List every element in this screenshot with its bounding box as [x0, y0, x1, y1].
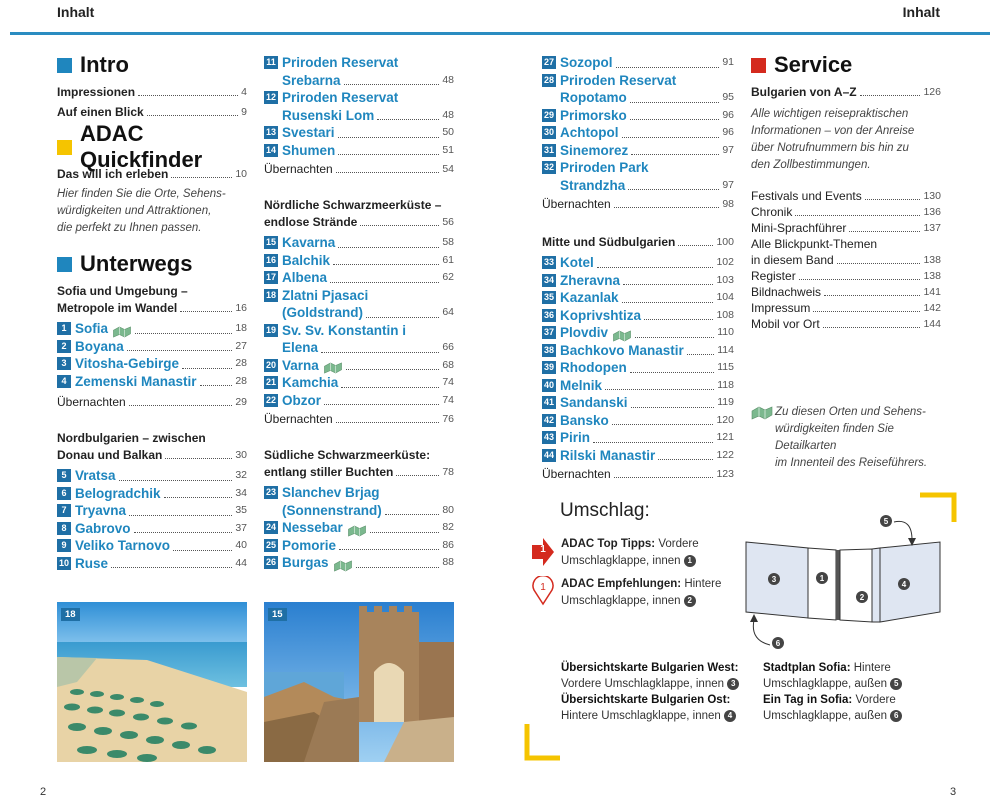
- place-entry[interactable]: [542, 142, 734, 160]
- umschlag-ost: Übersichtskarte Bulgarien Ost: Hintere Umschlagklappe, innen 4: [561, 692, 736, 724]
- toc-row[interactable]: entlang stiller Buchten 78: [264, 465, 454, 479]
- page-number: 58: [442, 236, 454, 248]
- place-name: Kavarna: [282, 235, 336, 250]
- photo-fortress: [264, 602, 454, 762]
- place-name: Melnik: [560, 377, 603, 393]
- place-name: Rhodopen: [560, 360, 627, 375]
- page-number: 96: [722, 108, 734, 121]
- toc-column-4: [751, 50, 941, 472]
- page-number: 51: [442, 143, 454, 156]
- place-name: Plovdiv: [560, 325, 609, 340]
- umschlag-stadtplan: Stadtplan Sofia: Hintere Umschlagklappe, außen 5: [763, 660, 902, 692]
- page-number: 28: [235, 374, 247, 387]
- page-number: 48: [442, 73, 454, 86]
- place-entry[interactable]: [542, 254, 734, 272]
- place-name: Shumen: [282, 142, 336, 158]
- detail-map-icon: [112, 326, 132, 338]
- place-number-badge: 21: [265, 377, 276, 387]
- place-name: Achtopol: [560, 125, 619, 140]
- place-number-badge: 36: [543, 309, 554, 320]
- page-number: 97: [722, 143, 734, 156]
- toc-row[interactable]: Impressionen 4: [57, 85, 247, 99]
- place-name-cont: Ropotamo: [560, 90, 627, 105]
- toc-row[interactable]: Festivals und Events 130: [751, 189, 941, 203]
- place-entry[interactable]: [264, 554, 454, 572]
- section-marker-icon: [751, 58, 766, 73]
- toc-row[interactable]: Bildnachweis 141: [751, 285, 941, 299]
- place-name-cont: Srebarna: [282, 72, 341, 88]
- toc-row[interactable]: Mitte und Südbulgarien 100: [542, 235, 734, 249]
- place-entry[interactable]: [264, 252, 454, 270]
- place-entry[interactable]: [542, 324, 734, 342]
- place-name: Pomorie: [282, 537, 337, 553]
- place-entry[interactable]: [264, 124, 454, 142]
- place-entry[interactable]: [57, 555, 247, 573]
- place-name: Kotel: [560, 255, 594, 270]
- page-number: 104: [716, 291, 734, 303]
- place-number-badge: 40: [543, 379, 554, 390]
- section-marker-icon: [57, 257, 72, 272]
- place-number-badge: 23: [265, 487, 276, 497]
- page-number-left: 2: [40, 786, 47, 798]
- page-number: 28: [235, 357, 247, 369]
- page-number: 50: [442, 126, 454, 138]
- page-number: 91: [722, 56, 734, 68]
- place-name: Priroden Park: [560, 160, 649, 175]
- place-number-badge: 9: [57, 539, 71, 552]
- page-number: 40: [235, 539, 247, 551]
- place-name-cont: (Sonnenstrand): [282, 502, 382, 518]
- place-entry[interactable]: [264, 54, 454, 89]
- diagram-number-label: 5: [883, 517, 889, 526]
- umschlag-tag-in-sofia: Ein Tag in Sofia: Vordere Umschlagklappe, außen 6: [763, 692, 902, 724]
- section-title-text: Intro: [80, 52, 129, 77]
- place-entry[interactable]: [542, 124, 734, 142]
- header-title-right: Inhalt: [902, 4, 940, 20]
- place-name: Sandanski: [560, 395, 628, 410]
- place-name: Gabrovo: [75, 520, 131, 536]
- place-number-badge: 28: [543, 74, 554, 85]
- place-entry[interactable]: [542, 359, 734, 377]
- photo-number-badge: 15: [268, 608, 287, 621]
- place-entry[interactable]: [264, 287, 454, 322]
- toc-row[interactable]: Alle Blickpunkt-Themen: [751, 237, 878, 251]
- place-number-badge: 44: [543, 449, 554, 460]
- toc-row[interactable]: Mini-Sprachführer 137: [751, 221, 941, 235]
- place-number-badge: 22: [265, 394, 276, 405]
- place-number-badge: 30: [543, 127, 554, 137]
- entry-list: [264, 234, 454, 409]
- detail-map-icon: [612, 330, 632, 342]
- place-entry[interactable]: [57, 355, 247, 373]
- entry-list: [542, 54, 734, 194]
- page-number: 103: [716, 273, 734, 286]
- place-name: Sinemorez: [560, 142, 629, 158]
- toc-row[interactable]: endlose Strände 56: [264, 215, 454, 229]
- place-entry[interactable]: [264, 537, 454, 555]
- place-number-badge: 16: [265, 254, 276, 265]
- place-name-cont: Elena: [282, 340, 319, 355]
- section-marker-icon: [57, 140, 72, 155]
- photo-beach: [57, 602, 247, 762]
- place-name: Zlatni Pjasaci: [282, 287, 369, 303]
- place-entry[interactable]: [264, 142, 454, 160]
- place-number-badge: 8: [57, 522, 71, 535]
- place-number-badge: 10: [58, 557, 69, 568]
- page-number: 18: [235, 322, 247, 334]
- entry-list: [542, 254, 734, 464]
- page-number: 120: [716, 413, 734, 426]
- place-name: Belogradchik: [75, 485, 161, 501]
- cover-number-badge: 5: [890, 678, 902, 690]
- place-name: Burgas: [282, 555, 329, 570]
- toc-row[interactable]: Übernachten 54: [264, 162, 454, 176]
- place-entry[interactable]: [542, 342, 734, 360]
- place-name: Priroden Reservat: [560, 72, 677, 88]
- place-name: Obzor: [282, 392, 321, 408]
- place-name: Tryavna: [75, 503, 127, 518]
- place-entry[interactable]: [542, 377, 734, 395]
- place-number-badge: 13: [265, 127, 276, 137]
- detail-map-icon: [323, 362, 343, 374]
- toc-row[interactable]: Übernachten 98: [542, 197, 734, 211]
- place-entry[interactable]: [264, 484, 454, 519]
- cover-number-badge: 2: [684, 595, 696, 607]
- place-entry[interactable]: [542, 447, 734, 465]
- toc-row[interactable]: Metropole im Wandel 16: [57, 301, 247, 315]
- detail-map-icon: [333, 560, 353, 572]
- place-entry[interactable]: [57, 520, 247, 538]
- place-entry[interactable]: [57, 502, 247, 520]
- place-entry[interactable]: [542, 272, 734, 290]
- place-name: Sozopol: [560, 55, 613, 70]
- header-rule: [10, 32, 990, 35]
- place-number-badge: 29: [543, 109, 554, 120]
- entry-list: [264, 54, 454, 159]
- section-marker-icon: [57, 58, 72, 73]
- section-title-text: ADAC Quickfinder: [80, 121, 203, 172]
- place-number-badge: 12: [265, 92, 276, 102]
- region-heading: Südliche Schwarzmeerküste:: [264, 448, 431, 462]
- page-number: 32: [235, 469, 247, 481]
- diagram-number-label: 3: [771, 575, 777, 584]
- page-number: 64: [442, 306, 454, 318]
- place-name: Priroden Reservat: [282, 90, 399, 105]
- place-number-badge: 18: [265, 289, 276, 300]
- page-number-right: 3: [950, 786, 957, 798]
- place-name: Zheravna: [560, 272, 621, 288]
- place-name: Primorsko: [560, 107, 627, 123]
- place-entry[interactable]: [57, 373, 247, 391]
- place-number-badge: 38: [543, 344, 554, 355]
- place-entry[interactable]: [57, 320, 247, 338]
- page-number: 110: [717, 326, 734, 338]
- quickfinder-description: Hier finden Sie die Orte, Sehens- würdigkeiten und Attraktionen, die perfekt zu Ihnen passen.: [57, 188, 226, 234]
- detail-map-icon: [347, 525, 367, 537]
- page-number: 95: [722, 91, 734, 103]
- place-name: Varna: [282, 357, 319, 373]
- page-number: 34: [235, 486, 247, 499]
- place-entry[interactable]: [57, 485, 247, 503]
- page-number: 68: [442, 358, 454, 371]
- toc-row[interactable]: Impressum 142: [751, 301, 941, 315]
- toc-row[interactable]: Übernachten 123: [542, 467, 734, 481]
- place-number-badge: 15: [265, 237, 276, 247]
- map-note: Zu diesen Orten und Sehens- würdigkeiten finden Sie Detailkarten im Innenteil des Reiseführers.: [751, 408, 941, 472]
- place-entry[interactable]: [542, 429, 734, 447]
- page-number: 61: [442, 253, 454, 266]
- cover-number-badge: 4: [724, 710, 736, 722]
- place-name: Zemenski Manastir: [75, 373, 197, 389]
- toc-row[interactable]: Auf einen Blick 9: [57, 105, 247, 119]
- page-number: 121: [716, 431, 734, 443]
- place-name: Sv. Sv. Konstantin i: [282, 322, 407, 338]
- toc-row[interactable]: in diesem Band 138: [751, 253, 941, 267]
- place-number-badge: 35: [543, 292, 554, 302]
- place-number-badge: 14: [265, 144, 276, 155]
- place-name: Vitosha-Gebirge: [75, 356, 180, 371]
- toc-row[interactable]: Übernachten 76: [264, 412, 454, 426]
- section-quickfinder-title: [57, 121, 247, 172]
- page-number: 82: [442, 521, 454, 533]
- place-entry[interactable]: [542, 412, 734, 430]
- place-name: Priroden Reservat: [282, 55, 399, 70]
- place-name: Boyana: [75, 338, 124, 354]
- place-number-badge: 42: [543, 414, 554, 425]
- diagram-number-label: 6: [775, 639, 781, 648]
- photo-number-badge: 18: [61, 608, 80, 621]
- section-title-text: Service: [774, 52, 853, 77]
- toc-column-2: [264, 54, 454, 572]
- place-number-badge: 4: [57, 375, 71, 388]
- place-number-badge: 24: [265, 522, 276, 532]
- place-entry[interactable]: [542, 107, 734, 125]
- page-number: 80: [442, 503, 454, 516]
- cover-number-badge: 1: [684, 555, 696, 567]
- cover-number-badge: 6: [890, 710, 902, 722]
- place-entry[interactable]: [264, 519, 454, 537]
- place-entry[interactable]: [542, 289, 734, 307]
- place-name: Sofia: [75, 321, 109, 336]
- cover-number-badge: 3: [727, 678, 739, 690]
- section-service-title: [751, 50, 941, 80]
- service-list: [751, 188, 941, 332]
- page-number: 35: [235, 504, 247, 516]
- place-number-badge: 41: [543, 397, 554, 407]
- diagram-number-label: 4: [901, 580, 907, 589]
- place-entry[interactable]: [264, 89, 454, 124]
- place-number-badge: 11: [264, 56, 278, 69]
- corner-marker-bottom-left: [524, 722, 564, 762]
- place-entry[interactable]: [542, 72, 734, 107]
- place-name: Bachkovo Manastir: [560, 342, 684, 358]
- page-number: 102: [716, 256, 734, 268]
- place-name: Veliko Tarnovo: [75, 538, 171, 553]
- page-number: 62: [442, 271, 454, 283]
- toc-row[interactable]: Übernachten 29: [57, 395, 247, 409]
- place-entry[interactable]: [264, 322, 454, 357]
- page-number: 115: [717, 361, 734, 373]
- place-name-cont: Strandzha: [560, 177, 626, 193]
- place-number-badge: 27: [543, 57, 554, 67]
- place-number-badge: 6: [57, 487, 71, 500]
- place-name: Pirin: [560, 430, 591, 445]
- place-entry[interactable]: [57, 467, 247, 485]
- toc-row[interactable]: Chronik 136: [751, 205, 941, 219]
- place-number-badge: 34: [543, 274, 554, 285]
- place-number-badge: 5: [57, 469, 71, 482]
- page-number: 74: [442, 393, 454, 406]
- umschlag-title: Umschlag:: [560, 500, 650, 521]
- header-title-left: Inhalt: [57, 4, 95, 20]
- umschlag-empfehlungen: ADAC Empfehlungen: Hintere Umschlagklappe, innen 2: [561, 578, 722, 607]
- place-name: Koprivshtiza: [560, 307, 642, 323]
- place-number-badge: 37: [543, 327, 554, 337]
- toc-row[interactable]: Bulgarien von A–Z 126: [751, 85, 941, 99]
- entry-list: [57, 467, 247, 572]
- empfehlung-marker-label: 1: [540, 582, 546, 593]
- place-number-badge: 31: [543, 144, 554, 155]
- corner-marker-top-right: [918, 492, 958, 524]
- region-heading: Nördliche Schwarzmeerküste –: [264, 198, 442, 212]
- toc-column-3: [542, 54, 734, 482]
- region-heading: Sofia und Umgebung –: [57, 284, 188, 298]
- toc-row[interactable]: Mobil vor Ort 144: [751, 317, 941, 331]
- page-header: [0, 0, 1000, 36]
- top-tipp-marker-label: 1: [540, 544, 546, 555]
- page-number: 37: [235, 521, 247, 534]
- place-entry[interactable]: [542, 307, 734, 325]
- place-number-badge: 3: [57, 357, 71, 370]
- page-number: 119: [717, 396, 734, 408]
- place-number-badge: 33: [543, 257, 554, 267]
- place-number-badge: 25: [265, 539, 276, 550]
- place-name: Kazanlak: [560, 290, 619, 305]
- page-number: 88: [442, 556, 454, 568]
- page-number: 44: [235, 556, 247, 569]
- place-number-badge: 2: [57, 340, 71, 353]
- place-number-badge: 20: [265, 359, 276, 370]
- page-number: 74: [442, 376, 454, 388]
- place-name: Kamchia: [282, 375, 339, 390]
- section-unterwegs-title: [57, 249, 247, 279]
- place-number-badge: 39: [543, 362, 554, 372]
- page-number: 114: [717, 343, 734, 356]
- page-number: 122: [716, 448, 734, 461]
- place-number-badge: 32: [543, 162, 554, 172]
- section-title-text: Unterwegs: [80, 251, 193, 276]
- place-entry[interactable]: [57, 537, 247, 555]
- place-name: Bansko: [560, 412, 609, 428]
- page-number: 96: [722, 126, 734, 138]
- page-number: 118: [717, 378, 734, 391]
- place-number-badge: 43: [543, 432, 554, 442]
- place-name: Rilski Manastir: [560, 447, 656, 463]
- page-number: 66: [442, 341, 454, 353]
- toc-row[interactable]: Das will ich erleben 10: [57, 167, 247, 181]
- place-number-badge: 1: [57, 322, 71, 335]
- place-number-badge: 7: [57, 504, 71, 517]
- place-name: Ruse: [75, 555, 109, 571]
- page-number: 48: [442, 108, 454, 121]
- place-entry[interactable]: [542, 394, 734, 412]
- place-entry[interactable]: [57, 338, 247, 356]
- place-entry[interactable]: [264, 269, 454, 287]
- cover-fold-diagram: [740, 500, 946, 650]
- service-description: Alle wichtigen reisepraktischen Informationen – von der Anreise über Notrufnummern bis hin zu den Zollbestimmungen.: [751, 108, 915, 171]
- diagram-number-label: 1: [819, 574, 825, 583]
- place-name: Vratsa: [75, 468, 116, 483]
- entry-list: [57, 320, 247, 390]
- place-entry[interactable]: [264, 374, 454, 392]
- place-name: Albena: [282, 270, 328, 285]
- place-name-cont: Rusenski Lom: [282, 107, 375, 123]
- map-icon: [751, 406, 775, 472]
- place-entry[interactable]: [264, 234, 454, 252]
- place-entry[interactable]: [542, 159, 734, 194]
- place-name-cont: (Goldstrand): [282, 305, 363, 320]
- umschlag-top-tipps: ADAC Top Tipps: Vordere Umschlagklappe, innen 1: [561, 538, 699, 567]
- page-number: 97: [722, 178, 734, 191]
- place-number-badge: 26: [265, 557, 276, 567]
- toc-row[interactable]: Donau und Balkan 30: [57, 448, 247, 462]
- toc-column-1: [57, 50, 247, 572]
- region-heading: Nordbulgarien – zwischen: [57, 431, 206, 445]
- entry-list: [264, 484, 454, 572]
- toc-row[interactable]: Register 138: [751, 269, 941, 283]
- place-name: Slanchev Brjag: [282, 485, 380, 500]
- place-name: Svestari: [282, 125, 335, 140]
- place-entry[interactable]: [542, 54, 734, 72]
- place-number-badge: 19: [265, 324, 276, 335]
- section-intro-title: [57, 50, 247, 80]
- place-name: Nessebar: [282, 520, 343, 535]
- place-name: Balchik: [282, 252, 331, 268]
- umschlag-west: Übersichtskarte Bulgarien West: Vordere Umschlagklappe, innen 3: [561, 662, 739, 690]
- page-number: 27: [235, 339, 247, 352]
- page-number: 86: [442, 538, 454, 551]
- page-number: 108: [716, 308, 734, 321]
- place-number-badge: 17: [265, 272, 276, 282]
- place-entry[interactable]: [264, 392, 454, 410]
- diagram-number-label: 2: [859, 593, 865, 602]
- place-entry[interactable]: [264, 357, 454, 375]
